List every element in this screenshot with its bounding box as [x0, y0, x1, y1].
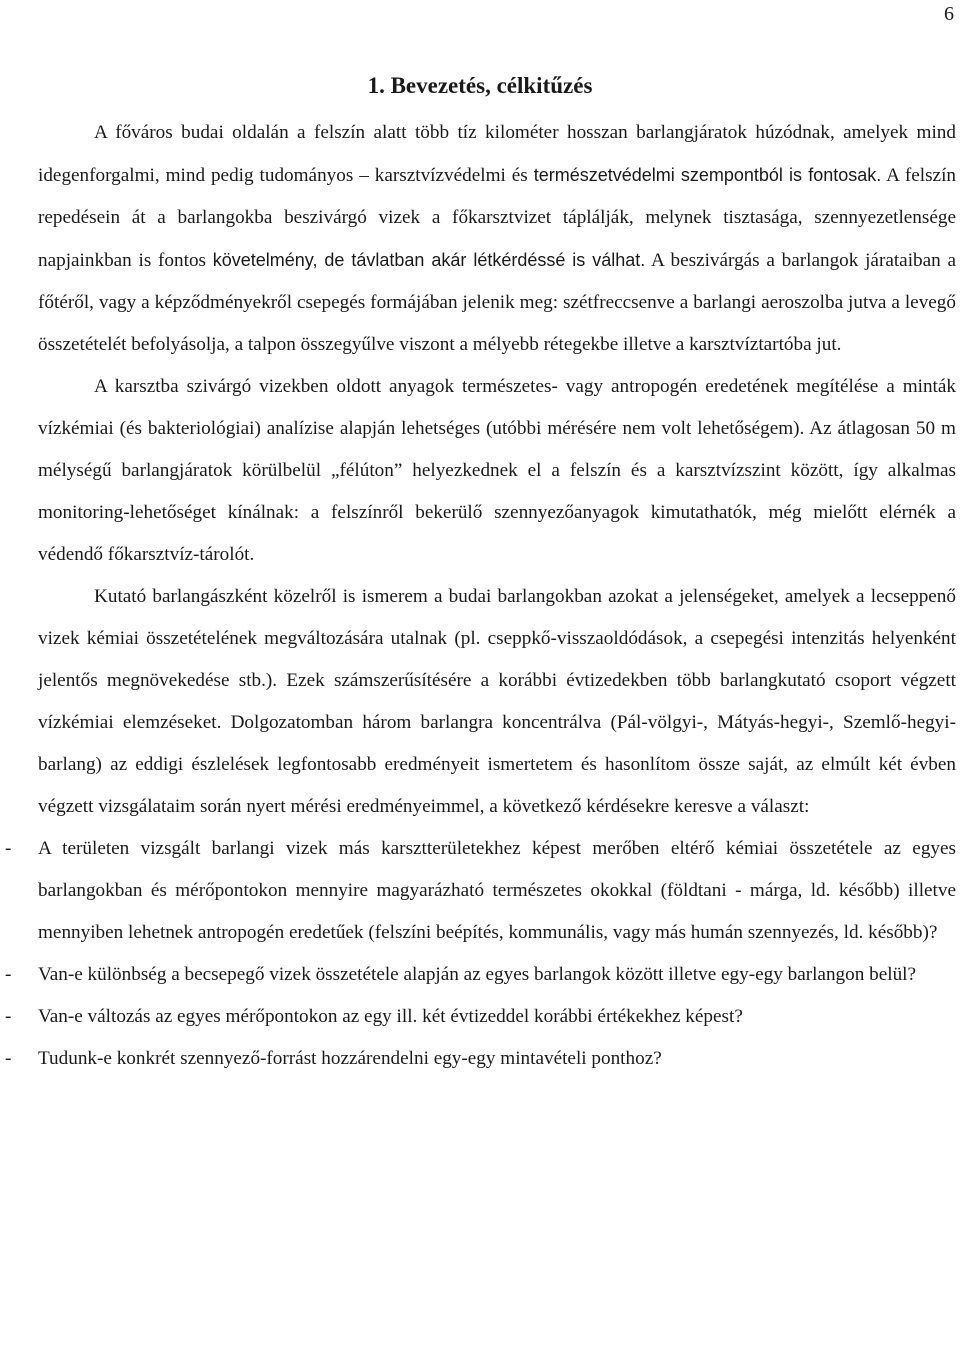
- document-body: [5, 112, 956, 1080]
- list-bullet: -: [5, 1006, 12, 1027]
- paragraph-3-text: Kutató barlangászként közelről is ismerem a budai barlangokban azokat a jelenségeket, amelyek a lecseppenő vizek kémiai összetételének megváltozására utalnak (pl. cseppkő-visszaoldódások, a csepegési intenzitás helyenként jelentős megnövekedése stb.). Ezek számszerűsítésére a korábbi évtizedekben több barlangkutató csoport végzett vízkémiai elemzéseket. Dolgozatomban három barlangra koncentrálva (Pál-völgyi-, Mátyás-hegyi-, Szemlő-hegyi-barlang) az eddigi észlelések legfontosabb eredményeit ismertetem és hasonlítom össze saját, az elmúlt két évben végzett vizsgálataim során nyert mérési eredményeimmel, a következő kérdésekre keresve a választ:: [38, 586, 956, 817]
- list-item: [5, 954, 956, 996]
- paragraph-2: [38, 366, 956, 576]
- paragraph-3: [38, 576, 956, 828]
- paragraph-1: [38, 112, 956, 366]
- page-number: 6: [944, 3, 954, 25]
- list-item: [5, 996, 956, 1038]
- list-item: [5, 1038, 956, 1080]
- paragraph-1-text-2: természetvédelmi szempontból is fontosak.: [533, 165, 882, 185]
- list-bullet: -: [5, 838, 12, 859]
- list-bullet: -: [5, 964, 12, 985]
- list-item-text: Van-e változás az egyes mérőpontokon az egy ill. két évtizeddel korábbi értékekhez képest?: [38, 1006, 743, 1027]
- research-questions-list: [5, 828, 956, 1080]
- paragraph-2-text: A karsztba szivárgó vizekben oldott anyagok természetes- vagy antropogén eredetének megítélése a minták vízkémiai (és bakteriológiai) analízise alapján lehetséges (utóbbi mérésére nem volt lehetőségem). Az átlagosan 50 m mélységű barlangjáratok körülbelül „félúton” helyezkednek el a felszín és a karsztvízszint között, így alkalmas monitoring-lehetőséget kínálnak: a felszínről bekerülő szennyezőanyagok kimutathatók, még mielőtt elérnék a védendő főkarsztvíz-tárolót.: [38, 376, 956, 565]
- list-bullet: -: [5, 1048, 12, 1069]
- list-item-text: A területen vizsgált barlangi vizek más karsztterületekhez képest merőben eltérő kémiai összetétele az egyes barlangokban és mérőpontokon mennyire magyarázható természetes okokkal (földtani - márga, ld. később) illetve mennyiben lehetnek antropogén eredetűek (felszíni beépítés, kommunális, vagy más humán szennyezés, ld. később)?: [38, 838, 956, 943]
- paragraph-1-text-5: A beszivárgás a barlangok járataiban a főtéről, vagy a képződményekről csepegés formájában jelenik meg: szétfreccsenve a barlangi aeroszolba jutva a levegő összetételét befolyásolja, a talpon összegyűlve viszont a mélyebb rétegekbe illetve a karsztvíztartóba jut.: [38, 250, 956, 355]
- list-item-text: Tudunk-e konkrét szennyező-forrást hozzárendelni egy-egy mintavételi ponthoz?: [38, 1048, 662, 1069]
- list-item: [5, 828, 956, 954]
- paragraph-1-text-1: A főváros budai oldalán a felszín alatt több tíz kilométer hosszan barlangjáratok húzódnak, amelyek mind idegenforgalmi, mind pedig tudományos – karsztvízvédelmi és: [38, 122, 956, 186]
- paragraph-1-text-3: A felszín repedésein át a barlangokba beszivárgó vizek a főkarsztvizet táplálják, melynek tisztasága, szennyezetlensége napjainkban is fontos: [38, 165, 956, 271]
- section-heading: 1. Bevezetés, célkitűzés: [367, 73, 593, 98]
- list-item-text: Van-e különbség a becsepegő vizek összetétele alapján az egyes barlangok között illetve egy-egy barlangon belül?: [38, 964, 917, 985]
- paragraph-1-text-4: követelmény, de távlatban akár létkérdéssé is válhat.: [212, 250, 646, 270]
